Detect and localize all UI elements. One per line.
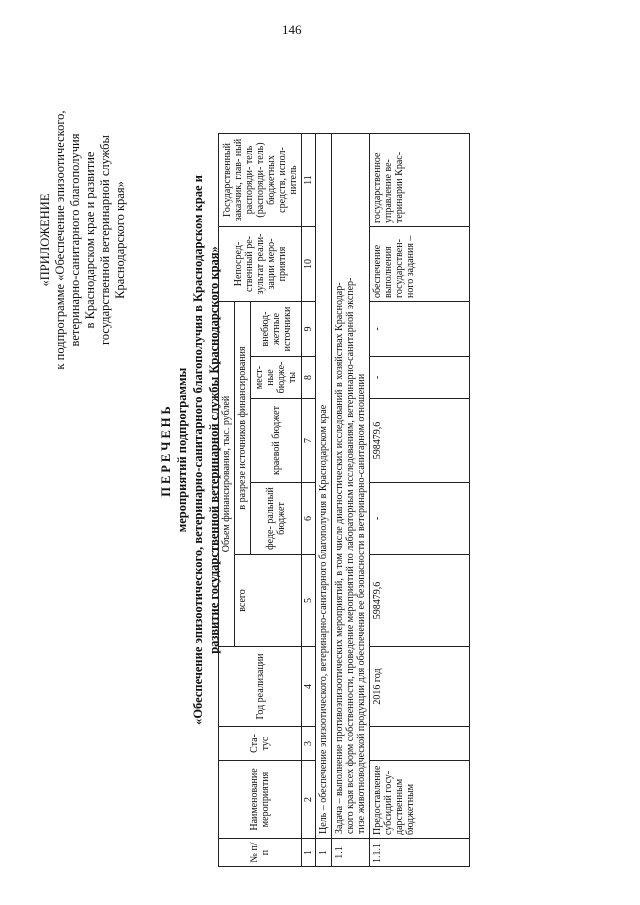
row-federal: -	[370, 483, 470, 555]
title-main: ПЕРЕЧЕНЬ	[159, 403, 173, 497]
task-line: ского края всех форм собственности, проведение мероприятий по лабораторным исследованиям, ветеринарно-санитарной экспер-	[345, 277, 356, 834]
title-sub: развитие государственной ветеринарной службы Краснодарского края»	[207, 246, 221, 654]
appendix-line: ветеринарно-санитарного благополучия	[68, 133, 82, 347]
goal-text: Цель – обеспечение эпизоотического, ветеринарно-санитарного благополучия в Краснодарском крае	[316, 134, 332, 839]
header-regional: краевой бюджет	[251, 399, 302, 483]
col-number: 1	[302, 839, 316, 867]
header-customer: Государственный заказчик, глав- ный распоряди- тель (распоряди- тель) бюджетных средств, испол- нитель	[219, 134, 302, 227]
row-status	[370, 727, 470, 761]
title-sub: мероприятий подпрограммы	[175, 367, 189, 533]
appendix-line: Краснодарского края»	[113, 181, 127, 299]
col-number: 9	[302, 302, 316, 357]
title-sub: «Обеспечение эпизоотического, ветеринарно-санитарного благополучия в Краснодарском крае и	[191, 175, 205, 725]
row-regional: 598479,6	[370, 399, 470, 483]
col-number: 7	[302, 399, 316, 483]
col-number: 2	[302, 761, 316, 839]
document-title	[158, 55, 222, 845]
row-name: Предоставление субсидий госу- дарственным бюджетным	[370, 761, 470, 839]
goal-row	[316, 134, 332, 867]
header-federal: феде- ральный бюджет	[251, 483, 302, 555]
row-customer: государственное управление ве- теринарии Крас-	[370, 134, 470, 227]
header-by-source: в разрезе источников финансирования	[235, 302, 251, 555]
activities-table	[218, 133, 470, 867]
row-num: 1.1.1	[370, 839, 470, 867]
appendix-line: «ПРИЛОЖЕНИЕ	[38, 193, 52, 287]
task-line: тизе животноводческой продукции для обеспечения ее безопасности в ветеринарно-санитарном отношении	[356, 373, 367, 834]
column-number-row	[302, 134, 316, 867]
task-row	[332, 134, 370, 867]
header-volume: Объем финансирования, тыс. рублей	[219, 302, 235, 647]
goal-num: 1	[316, 839, 332, 867]
row-total: 598479,6	[370, 555, 470, 647]
header-result: Непосред- ственный ре- зультат реали- зации меро- приятия	[219, 227, 302, 302]
col-number: 3	[302, 727, 316, 761]
page-number: 146	[282, 22, 302, 37]
row-result: обеспечение выполнения государствен- ного задания –	[370, 227, 470, 302]
table-row	[370, 134, 470, 867]
task-line: Задача – выполнение противоэпизоотических мероприятий, в том числе диагностических исследований в хозяйствах Краснодар-	[334, 282, 345, 834]
row-year: 2016 год	[370, 647, 470, 727]
col-number: 4	[302, 647, 316, 727]
task-text	[332, 134, 370, 839]
appendix-line: к подпрограмме «Обеспечение эпизоотического,	[53, 110, 67, 370]
header-num: № п/п	[219, 839, 302, 867]
header-local: мест- ные бюдже- ты	[251, 357, 302, 399]
rotated-page-content	[20, 15, 620, 885]
task-num: 1.1	[332, 839, 370, 867]
col-number: 5	[302, 555, 316, 647]
appendix-line: государственной ветеринарной службы	[98, 135, 112, 345]
appendix-line: в Краснодарском крае и развитие	[83, 151, 97, 329]
row-local: -	[370, 357, 470, 399]
header-offbudget: внебюд- жетные источники	[251, 302, 302, 357]
appendix-header	[38, 35, 128, 445]
col-number: 6	[302, 483, 316, 555]
header-status: Ста- тус	[219, 727, 302, 761]
header-name: Наименование мероприятия	[219, 761, 302, 839]
header-total: всего	[235, 555, 302, 647]
col-number: 11	[302, 134, 316, 227]
row-offbudget: -	[370, 302, 470, 357]
col-number: 8	[302, 357, 316, 399]
header-year: Год реализации	[219, 647, 302, 727]
col-number: 10	[302, 227, 316, 302]
